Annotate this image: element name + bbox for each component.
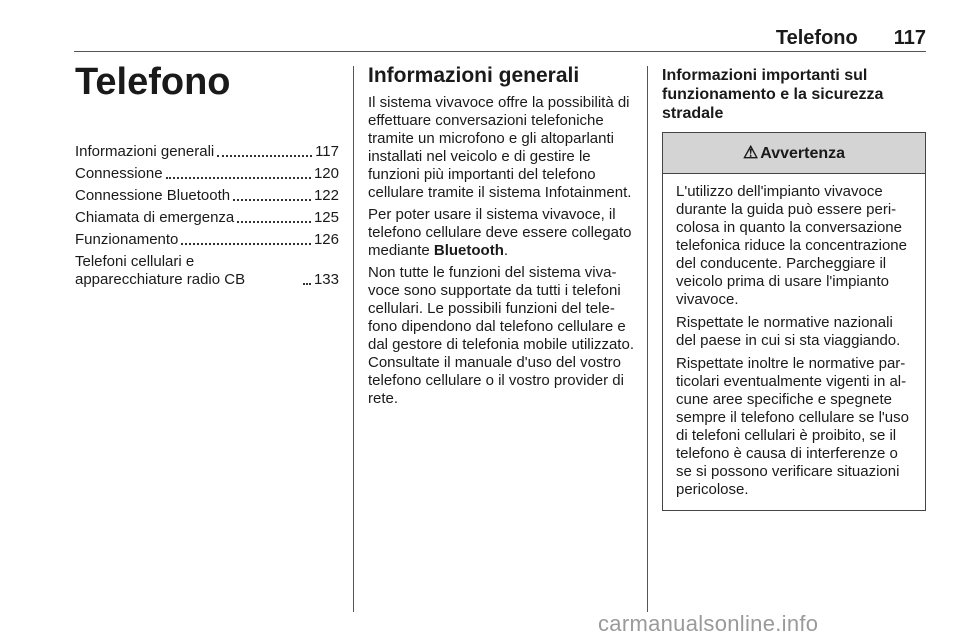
- paragraph-functions: Non tutte le funzioni del sistema vivavoce sono supportate da tutti i telefoni cellulari. Le possibili funzioni del telefono dipendono dal telefono cellulare e dal gestore di telefonia mobile utilizzato. Consultate il manuale d'uso del vostro telefono cellulare o il vostro provider di rete.: [368, 264, 634, 407]
- bluetooth-term: Bluetooth: [433, 242, 504, 259]
- column-safety: [662, 62, 926, 511]
- toc-leader: [233, 199, 311, 201]
- column-divider-1: [353, 66, 354, 612]
- warning-paragraph-1: L'utilizzo dell'impianto vivavoce durante la guida può essere pericolosa in quanto la conversazione telefonica riduce la concentrazione del conducente. Parcheggiare il veicolo prima di usare l'impianto vivavoce.: [676, 183, 907, 308]
- column-general-info: [368, 62, 634, 412]
- toc-leader: [181, 243, 311, 245]
- toc-leader: [237, 221, 311, 223]
- page-number: 117: [893, 27, 926, 49]
- toc-entry-chiamata-di-emergenza[interactable]: [75, 209, 339, 227]
- toc-entry-telefoni-cellulari-radio-cb[interactable]: [75, 253, 339, 289]
- paragraph-text-end: .: [503, 242, 509, 259]
- toc-label: Funzionamento: [75, 231, 179, 248]
- toc-leader: [166, 177, 311, 179]
- toc-entry-funzionamento[interactable]: [75, 231, 339, 249]
- warning-paragraph-2: Rispettate le normative nazionali del paese in cui si sta viaggiando.: [676, 314, 901, 349]
- warning-label: Avvertenza: [760, 145, 846, 162]
- paragraph-bluetooth: [368, 206, 634, 260]
- warning-triangle-icon: ⚠: [742, 143, 759, 162]
- toc-page: 126: [313, 231, 339, 248]
- warning-paragraph-3: Rispettate inoltre le normative particolari eventualmente vigenti in alcune aree specifiche e spegnete sempre il telefono cellulare se l'uso di telefoni cellulari è proibito, se il telefono è causa di interferenze o se si possono verificare situazioni pericolose.: [676, 355, 909, 498]
- warning-body: [663, 174, 925, 510]
- toc-page: 133: [313, 271, 339, 288]
- toc-label: Informazioni generali: [75, 143, 215, 160]
- header-title: Telefono: [775, 27, 858, 49]
- toc-page: 122: [313, 187, 339, 204]
- toc-page: 120: [313, 165, 339, 182]
- section-title-sicurezza: Informazioni importanti sul funzionamento e la sicurezza stradale: [662, 67, 884, 122]
- toc-leader: [217, 155, 312, 157]
- running-header: [776, 27, 926, 50]
- watermark: carmanualsonline.info: [598, 611, 819, 636]
- toc-label: Connessione Bluetooth: [75, 187, 231, 204]
- toc-entry-connessione[interactable]: [75, 165, 339, 183]
- section-title-informazioni-generali: Informazioni generali: [368, 64, 580, 87]
- header-rule: [74, 51, 926, 52]
- warning-header: [663, 133, 925, 174]
- column-divider-2: [647, 66, 648, 612]
- toc-label: Chiamata di emergenza: [75, 209, 235, 226]
- table-of-contents: [75, 143, 339, 289]
- toc-entry-informazioni-generali[interactable]: [75, 143, 339, 161]
- toc-page: 117: [315, 143, 339, 160]
- chapter-title: Telefono: [75, 61, 231, 103]
- toc-leader: [303, 283, 311, 285]
- column-chapter: [75, 62, 339, 293]
- toc-entry-connessione-bluetooth[interactable]: [75, 187, 339, 205]
- warning-box: [662, 132, 926, 511]
- paragraph-intro: Il sistema vivavoce offre la possibilità di effettuare conversazioni telefoniche tramite un microfono e gli altoparlanti installati nel veicolo e di gestire le funzioni più importanti del telefono cellulare tramite il sistema Infotainment.: [368, 94, 632, 201]
- toc-label: Connessione: [75, 165, 163, 182]
- toc-page: 125: [313, 209, 339, 226]
- toc-label: Telefoni cellulari e apparecchiature radio CB: [75, 253, 246, 288]
- paragraph-text: Per poter usare il sistema vivavoce, il telefono cellulare deve essere collegato mediante: [368, 206, 632, 259]
